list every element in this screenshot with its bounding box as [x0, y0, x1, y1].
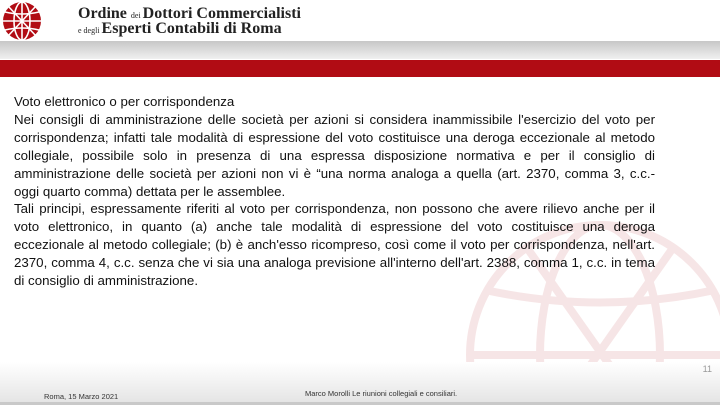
slide-number: 11: [702, 364, 712, 374]
footer-author: Marco Morolli Le riunioni collegiali e consiliari.: [305, 389, 458, 398]
footer-date: Roma, 15 Marzo 2021: [44, 392, 119, 401]
body-paragraph-1: Nei consigli di amministrazione delle società per azioni si considera inammissibile l'esercizio del voto per corrispondenza; infatti tale modalità di espressione del voto costituisce una deroga eccezionale al metodo collegiale, possibile solo in presenza di una espressa disposizione normativa e per il consiglio di amministrazione delle società per azioni non vi è “una norma analoga a quella (art. 2370, comma 3, c.c.- oggi quarto comma) dettata per le assemblee.: [14, 111, 655, 199]
globe-logo-icon: [0, 0, 50, 42]
organization-name-line-2: e degli Esperti Contabili di Roma: [78, 20, 282, 37]
header-grey-rule: [0, 41, 720, 59]
slide-header: [0, 0, 720, 42]
body-paragraph-2: Tali principi, espressamente riferiti al voto per corrispondenza, non possono che avere rilievo anche per il voto elettronico, in quanto (a) anche tale modalità di espressione del voto costituisce una deroga eccezionale al metodo collegiale; (b) è anch'esso ricompreso, così come il voto per corrispondenza, nell'art. 2370, comma 4, c.c. senza che vi sia una analoga previsione all'interno dell'art. 2388, comma 1, c.c. in tema di consiglio di amministrazione.: [14, 201, 655, 289]
slide-body: [14, 93, 655, 290]
slide-title: Voto elettronico o per corrispondenza: [14, 94, 235, 109]
organization-name-line-1: Ordine dei Dottori Commercialisti: [78, 5, 301, 22]
header-red-band: [0, 60, 720, 77]
